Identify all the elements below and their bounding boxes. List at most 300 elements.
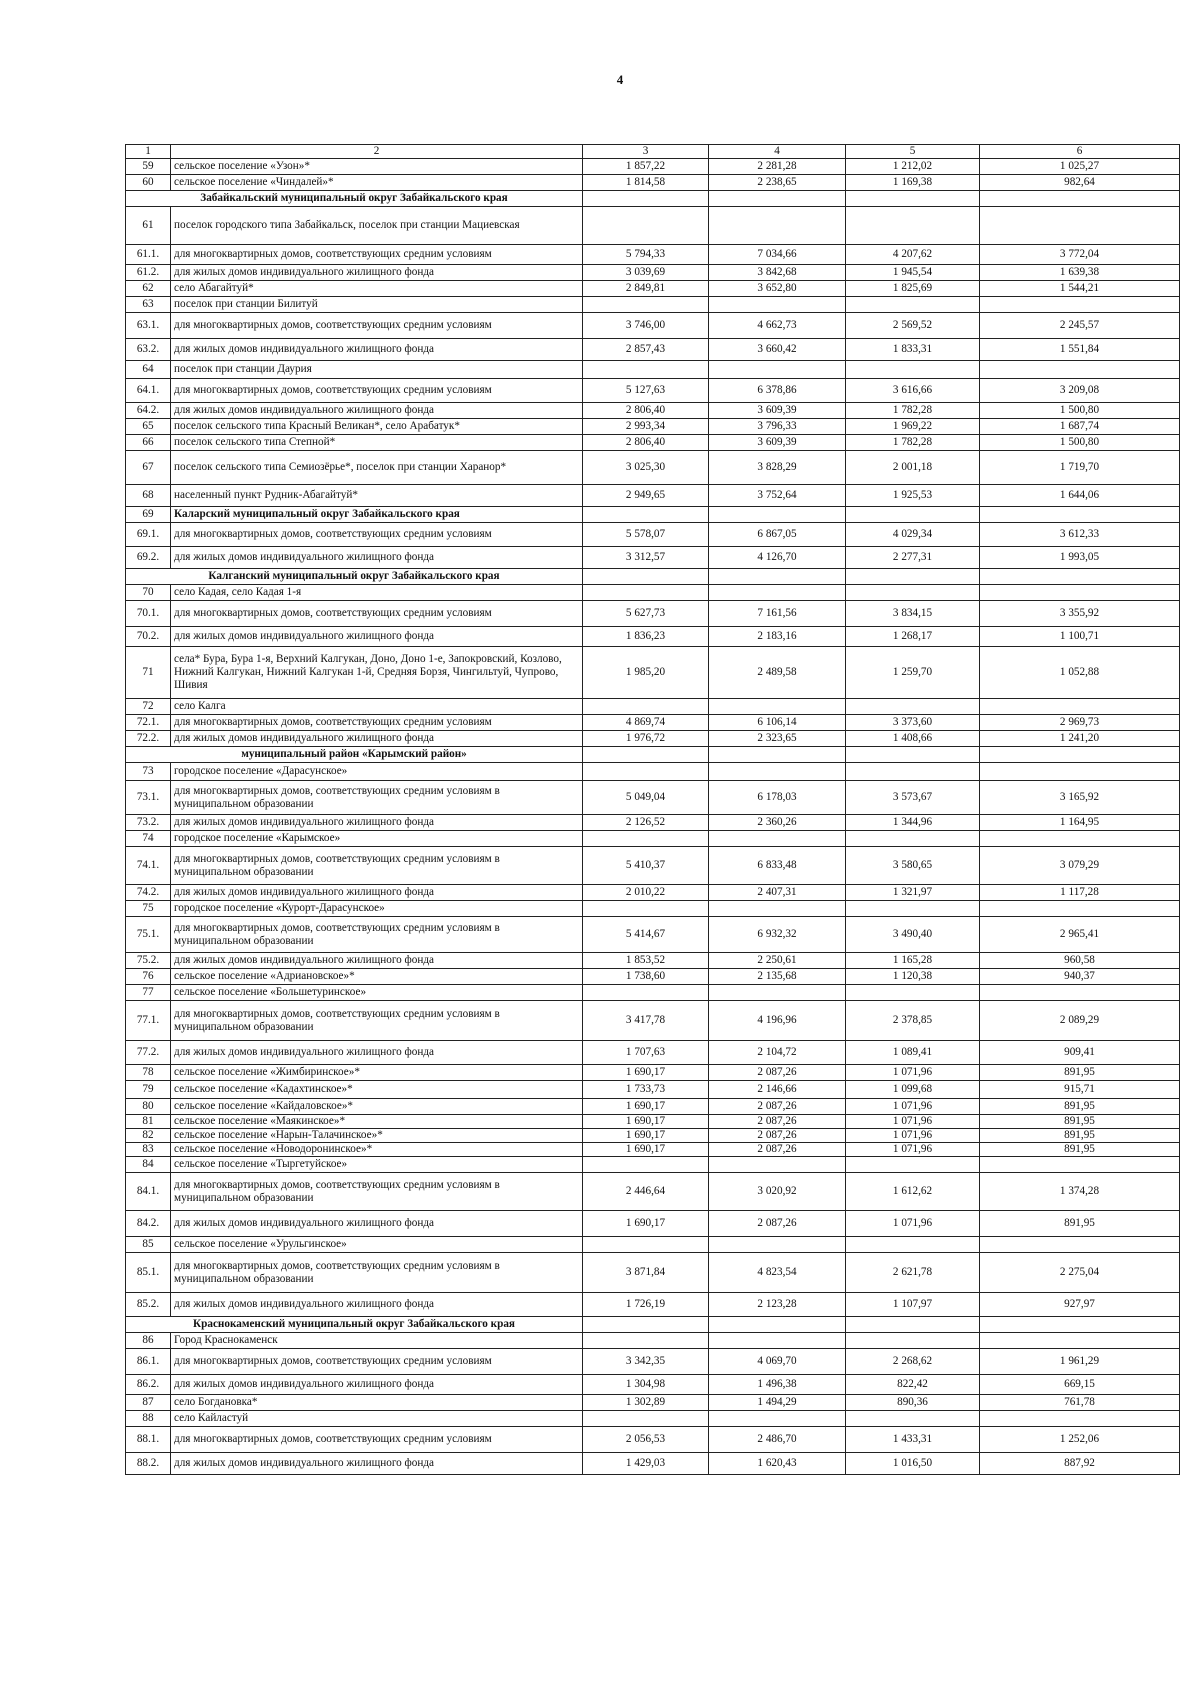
value-cell: 3 842,68 <box>709 265 846 281</box>
row-name: для жилых домов индивидуального жилищного фонда <box>171 265 583 281</box>
value-cell <box>980 1411 1180 1427</box>
row-number: 63.1. <box>126 313 171 339</box>
value-cell: 2 268,62 <box>846 1349 980 1375</box>
table-row <box>126 207 1180 245</box>
row-name: для многоквартирных домов, соответствующих средним условиям <box>171 1349 583 1375</box>
row-number: 74.2. <box>126 885 171 901</box>
value-cell: 1 644,06 <box>980 485 1180 507</box>
row-name: для жилых домов индивидуального жилищного фонда <box>171 547 583 569</box>
table-row <box>126 1041 1180 1065</box>
value-cell: 1 344,96 <box>846 815 980 831</box>
value-cell: 5 410,37 <box>583 847 709 885</box>
row-name: сельское поселение «Нарын-Талачинское»* <box>171 1129 583 1143</box>
row-name: для жилых домов индивидуального жилищного фонда <box>171 339 583 361</box>
table-row <box>126 917 1180 953</box>
value-cell: 1 620,43 <box>709 1453 846 1475</box>
value-cell <box>980 763 1180 781</box>
column-header: 2 <box>171 145 583 159</box>
section-row <box>126 191 1180 207</box>
value-cell: 1 099,68 <box>846 1081 980 1099</box>
value-cell: 1 025,27 <box>980 159 1180 175</box>
column-header-row <box>126 145 1180 159</box>
value-cell <box>980 507 1180 523</box>
section-title: Калганский муниципальный округ Забайкальского края <box>126 569 583 585</box>
value-cell: 3 580,65 <box>846 847 980 885</box>
value-cell <box>846 297 980 313</box>
value-cell: 2 969,73 <box>980 715 1180 731</box>
value-cell <box>846 585 980 601</box>
value-cell: 2 126,52 <box>583 815 709 831</box>
empty-cell <box>980 1317 1180 1333</box>
value-cell: 1 925,53 <box>846 485 980 507</box>
row-number: 71 <box>126 647 171 699</box>
table-row <box>126 361 1180 379</box>
table-row <box>126 731 1180 747</box>
table-row <box>126 1173 1180 1211</box>
value-cell: 1 612,62 <box>846 1173 980 1211</box>
value-cell: 927,97 <box>980 1293 1180 1317</box>
row-number: 70 <box>126 585 171 601</box>
value-cell: 1 985,20 <box>583 647 709 699</box>
row-name: сельское поселение «Большетуринское» <box>171 985 583 1001</box>
value-cell: 669,15 <box>980 1375 1180 1395</box>
value-cell: 1 071,96 <box>846 1115 980 1129</box>
value-cell: 2 378,85 <box>846 1001 980 1041</box>
value-cell: 3 796,33 <box>709 419 846 435</box>
value-cell: 2 949,65 <box>583 485 709 507</box>
value-cell <box>583 699 709 715</box>
empty-cell <box>980 747 1180 763</box>
value-cell: 1 302,89 <box>583 1395 709 1411</box>
value-cell: 2 323,65 <box>709 731 846 747</box>
value-cell: 2 087,26 <box>709 1065 846 1081</box>
value-cell <box>980 297 1180 313</box>
value-cell <box>980 1333 1180 1349</box>
value-cell: 1 993,05 <box>980 547 1180 569</box>
row-number: 87 <box>126 1395 171 1411</box>
row-name: городское поселение «Курорт-Дарасунское» <box>171 901 583 917</box>
tariff-table-body <box>126 145 1180 1475</box>
value-cell <box>846 1333 980 1349</box>
row-number: 81 <box>126 1115 171 1129</box>
value-cell: 1 071,96 <box>846 1129 980 1143</box>
value-cell: 5 049,04 <box>583 781 709 815</box>
value-cell: 2 183,16 <box>709 627 846 647</box>
value-cell: 2 250,61 <box>709 953 846 969</box>
value-cell: 1 639,38 <box>980 265 1180 281</box>
table-row <box>126 1129 1180 1143</box>
table-row <box>126 159 1180 175</box>
row-name: для многоквартирных домов, соответствующих средним условиям в муниципальном образовании <box>171 1173 583 1211</box>
value-cell: 1 241,20 <box>980 731 1180 747</box>
row-name: для жилых домов индивидуального жилищного фонда <box>171 1211 583 1237</box>
value-cell: 1 374,28 <box>980 1173 1180 1211</box>
page-number: 4 <box>616 72 624 87</box>
row-number: 75.1. <box>126 917 171 953</box>
value-cell: 909,41 <box>980 1041 1180 1065</box>
row-name: для многоквартирных домов, соответствующих средним условиям <box>171 379 583 403</box>
value-cell: 1 089,41 <box>846 1041 980 1065</box>
value-cell: 1 976,72 <box>583 731 709 747</box>
section-row <box>126 1317 1180 1333</box>
value-cell <box>980 831 1180 847</box>
row-name: для многоквартирных домов, соответствующих средним условиям <box>171 1427 583 1453</box>
value-cell: 4 196,96 <box>709 1001 846 1041</box>
row-number: 75.2. <box>126 953 171 969</box>
value-cell: 2 146,66 <box>709 1081 846 1099</box>
value-cell: 6 833,48 <box>709 847 846 885</box>
value-cell: 1 016,50 <box>846 1453 980 1475</box>
value-cell <box>583 831 709 847</box>
value-cell: 1 321,97 <box>846 885 980 901</box>
row-name: поселок сельского типа Семиозёрье*, поселок при станции Харанор* <box>171 451 583 485</box>
table-row <box>126 403 1180 419</box>
row-name: для жилых домов индивидуального жилищного фонда <box>171 815 583 831</box>
value-cell: 3 209,08 <box>980 379 1180 403</box>
empty-cell <box>709 747 846 763</box>
row-number: 73.2. <box>126 815 171 831</box>
row-name: поселок при станции Билитуй <box>171 297 583 313</box>
value-cell: 5 414,67 <box>583 917 709 953</box>
value-cell: 1 120,38 <box>846 969 980 985</box>
value-cell <box>709 699 846 715</box>
value-cell: 940,37 <box>980 969 1180 985</box>
value-cell: 761,78 <box>980 1395 1180 1411</box>
table-row <box>126 1211 1180 1237</box>
value-cell: 2 993,34 <box>583 419 709 435</box>
value-cell: 3 020,92 <box>709 1173 846 1211</box>
value-cell <box>846 699 980 715</box>
empty-cell <box>583 569 709 585</box>
row-name: для многоквартирных домов, соответствующих средним условиям в муниципальном образовании <box>171 1001 583 1041</box>
value-cell: 1 494,29 <box>709 1395 846 1411</box>
value-cell: 2 123,28 <box>709 1293 846 1317</box>
value-cell: 1 496,38 <box>709 1375 846 1395</box>
table-row <box>126 419 1180 435</box>
value-cell: 1 169,38 <box>846 175 980 191</box>
row-name: села* Бура, Бура 1-я, Верхний Калгукан, Доно, Доно 1-е, Запокровский, Козлово, Нижний Калгукан, Нижний Калгукан 1-й, Средняя Борзя, Чингильтуй, Чупрово, Шивия <box>171 647 583 699</box>
value-cell: 4 207,62 <box>846 245 980 265</box>
value-cell: 1 100,71 <box>980 627 1180 647</box>
value-cell: 2 407,31 <box>709 885 846 901</box>
value-cell: 2 087,26 <box>709 1129 846 1143</box>
table-row <box>126 313 1180 339</box>
value-cell <box>846 361 980 379</box>
value-cell: 1 071,96 <box>846 1065 980 1081</box>
value-cell: 3 660,42 <box>709 339 846 361</box>
row-name: сельское поселение «Кадахтинское»* <box>171 1081 583 1099</box>
value-cell: 1 690,17 <box>583 1115 709 1129</box>
table-row <box>126 1333 1180 1349</box>
value-cell: 6 932,32 <box>709 917 846 953</box>
value-cell: 2 486,70 <box>709 1427 846 1453</box>
value-cell: 3 312,57 <box>583 547 709 569</box>
empty-cell <box>980 191 1180 207</box>
value-cell: 3 609,39 <box>709 403 846 419</box>
table-row <box>126 901 1180 917</box>
row-number: 61 <box>126 207 171 245</box>
row-name: сельское поселение «Тыргетуйское» <box>171 1157 583 1173</box>
row-name: поселок сельского типа Степной* <box>171 435 583 451</box>
table-row <box>126 953 1180 969</box>
value-cell: 1 304,98 <box>583 1375 709 1395</box>
value-cell: 3 652,80 <box>709 281 846 297</box>
value-cell: 2 087,26 <box>709 1099 846 1115</box>
row-name: сельское поселение «Новодоронинское»* <box>171 1143 583 1157</box>
value-cell <box>709 507 846 523</box>
row-number: 60 <box>126 175 171 191</box>
row-name: для многоквартирных домов, соответствующих средним условиям в муниципальном образовании <box>171 847 583 885</box>
row-name: сельское поселение «Адриановское»* <box>171 969 583 985</box>
section-title: муниципальный район «Карымский район» <box>126 747 583 763</box>
row-number: 70.2. <box>126 627 171 647</box>
table-row <box>126 831 1180 847</box>
table-row <box>126 175 1180 191</box>
table-row <box>126 647 1180 699</box>
value-cell: 3 616,66 <box>846 379 980 403</box>
value-cell <box>583 1237 709 1253</box>
value-cell <box>709 297 846 313</box>
empty-cell <box>583 191 709 207</box>
value-cell: 1 961,29 <box>980 1349 1180 1375</box>
empty-cell <box>709 1317 846 1333</box>
value-cell: 891,95 <box>980 1115 1180 1129</box>
value-cell <box>980 699 1180 715</box>
value-cell: 2 621,78 <box>846 1253 980 1293</box>
value-cell: 2 489,58 <box>709 647 846 699</box>
value-cell <box>709 361 846 379</box>
value-cell <box>709 831 846 847</box>
column-header: 5 <box>846 145 980 159</box>
table-row <box>126 339 1180 361</box>
value-cell: 891,95 <box>980 1065 1180 1081</box>
row-number: 85.2. <box>126 1293 171 1317</box>
value-cell <box>583 1157 709 1173</box>
value-cell: 1 690,17 <box>583 1129 709 1143</box>
value-cell <box>980 901 1180 917</box>
value-cell: 1 825,69 <box>846 281 980 297</box>
value-cell: 1 782,28 <box>846 403 980 419</box>
row-number: 80 <box>126 1099 171 1115</box>
value-cell: 890,36 <box>846 1395 980 1411</box>
value-cell: 1 782,28 <box>846 435 980 451</box>
row-number: 79 <box>126 1081 171 1099</box>
row-number: 73 <box>126 763 171 781</box>
table-row <box>126 1453 1180 1475</box>
row-number: 78 <box>126 1065 171 1081</box>
row-name: для многоквартирных домов, соответствующих средним условиям <box>171 523 583 547</box>
row-number: 76 <box>126 969 171 985</box>
value-cell <box>583 361 709 379</box>
column-header: 3 <box>583 145 709 159</box>
table-row <box>126 1157 1180 1173</box>
row-name: для многоквартирных домов, соответствующих средним условиям <box>171 715 583 731</box>
row-name: для жилых домов индивидуального жилищного фонда <box>171 731 583 747</box>
value-cell: 2 275,04 <box>980 1253 1180 1293</box>
value-cell: 1 071,96 <box>846 1211 980 1237</box>
row-number: 74.1. <box>126 847 171 885</box>
row-number: 64.2. <box>126 403 171 419</box>
table-row <box>126 627 1180 647</box>
value-cell: 1 433,31 <box>846 1427 980 1453</box>
value-cell <box>709 1157 846 1173</box>
table-row <box>126 1237 1180 1253</box>
row-name: поселок городского типа Забайкальск, поселок при станции Мациевская <box>171 207 583 245</box>
value-cell: 2 087,26 <box>709 1115 846 1129</box>
value-cell <box>846 1237 980 1253</box>
table-row <box>126 1099 1180 1115</box>
row-name: для многоквартирных домов, соответствующих средним условиям <box>171 245 583 265</box>
value-cell: 3 752,64 <box>709 485 846 507</box>
value-cell <box>846 985 980 1001</box>
row-number: 66 <box>126 435 171 451</box>
row-name: сельское поселение «Жимбиринское»* <box>171 1065 583 1081</box>
value-cell: 5 627,73 <box>583 601 709 627</box>
table-row <box>126 523 1180 547</box>
row-name: для многоквартирных домов, соответствующих средним условиям <box>171 313 583 339</box>
table-row <box>126 585 1180 601</box>
value-cell: 2 446,64 <box>583 1173 709 1211</box>
value-cell: 1 690,17 <box>583 1065 709 1081</box>
value-cell: 1 690,17 <box>583 1099 709 1115</box>
row-number: 64 <box>126 361 171 379</box>
table-row <box>126 1375 1180 1395</box>
row-name: село Абагайтуй* <box>171 281 583 297</box>
value-cell: 2 135,68 <box>709 969 846 985</box>
value-cell <box>980 985 1180 1001</box>
value-cell: 1 165,28 <box>846 953 980 969</box>
row-name: село Калга <box>171 699 583 715</box>
table-row <box>126 763 1180 781</box>
value-cell: 2 104,72 <box>709 1041 846 1065</box>
value-cell: 2 360,26 <box>709 815 846 831</box>
table-row <box>126 1143 1180 1157</box>
row-name: поселок сельского типа Красный Великан*, село Арабатук* <box>171 419 583 435</box>
value-cell <box>709 1411 846 1427</box>
section-row <box>126 747 1180 763</box>
row-number: 63 <box>126 297 171 313</box>
value-cell: 3 025,30 <box>583 451 709 485</box>
value-cell: 4 869,74 <box>583 715 709 731</box>
value-cell: 1 500,80 <box>980 403 1180 419</box>
table-row <box>126 1081 1180 1099</box>
value-cell: 3 079,29 <box>980 847 1180 885</box>
row-number: 84 <box>126 1157 171 1173</box>
row-number: 77 <box>126 985 171 1001</box>
value-cell <box>846 1157 980 1173</box>
row-number: 72 <box>126 699 171 715</box>
row-number: 59 <box>126 159 171 175</box>
tariff-table <box>125 144 1180 1475</box>
row-number: 67 <box>126 451 171 485</box>
value-cell <box>583 207 709 245</box>
row-name: сельское поселение «Узон»* <box>171 159 583 175</box>
value-cell: 2 849,81 <box>583 281 709 297</box>
value-cell: 5 127,63 <box>583 379 709 403</box>
value-cell: 1 690,17 <box>583 1211 709 1237</box>
value-cell: 3 828,29 <box>709 451 846 485</box>
value-cell: 891,95 <box>980 1143 1180 1157</box>
section-row <box>126 569 1180 585</box>
value-cell: 1 052,88 <box>980 647 1180 699</box>
value-cell: 3 039,69 <box>583 265 709 281</box>
value-cell: 915,71 <box>980 1081 1180 1099</box>
value-cell: 1 164,95 <box>980 815 1180 831</box>
value-cell: 1 071,96 <box>846 1099 980 1115</box>
row-number: 85.1. <box>126 1253 171 1293</box>
row-number: 73.1. <box>126 781 171 815</box>
row-name: село Кайластуй <box>171 1411 583 1427</box>
row-name: для многоквартирных домов, соответствующих средним условиям в муниципальном образовании <box>171 917 583 953</box>
row-name: для многоквартирных домов, соответствующих средним условиям <box>171 601 583 627</box>
row-number: 84.1. <box>126 1173 171 1211</box>
table-row <box>126 435 1180 451</box>
value-cell: 1 733,73 <box>583 1081 709 1099</box>
value-cell: 1 071,96 <box>846 1143 980 1157</box>
row-name: Город Краснокаменск <box>171 1333 583 1349</box>
value-cell: 3 490,40 <box>846 917 980 953</box>
value-cell: 822,42 <box>846 1375 980 1395</box>
row-number: 72.1. <box>126 715 171 731</box>
empty-cell <box>846 1317 980 1333</box>
value-cell: 1 500,80 <box>980 435 1180 451</box>
value-cell: 1 117,28 <box>980 885 1180 901</box>
table-row <box>126 885 1180 901</box>
value-cell <box>709 1333 846 1349</box>
value-cell: 1 969,22 <box>846 419 980 435</box>
value-cell: 3 871,84 <box>583 1253 709 1293</box>
row-number: 70.1. <box>126 601 171 627</box>
row-number: 63.2. <box>126 339 171 361</box>
value-cell: 2 281,28 <box>709 159 846 175</box>
row-name: село Богдановка* <box>171 1395 583 1411</box>
table-row <box>126 1065 1180 1081</box>
value-cell: 1 833,31 <box>846 339 980 361</box>
row-number: 65 <box>126 419 171 435</box>
value-cell: 1 252,06 <box>980 1427 1180 1453</box>
value-cell <box>709 585 846 601</box>
empty-cell <box>709 569 846 585</box>
row-name: для многоквартирных домов, соответствующих средним условиям в муниципальном образовании <box>171 781 583 815</box>
table-row <box>126 985 1180 1001</box>
value-cell <box>846 207 980 245</box>
value-cell: 2 087,26 <box>709 1143 846 1157</box>
row-number: 83 <box>126 1143 171 1157</box>
value-cell: 3 834,15 <box>846 601 980 627</box>
value-cell: 5 578,07 <box>583 523 709 547</box>
value-cell <box>583 901 709 917</box>
value-cell: 4 823,54 <box>709 1253 846 1293</box>
value-cell: 4 126,70 <box>709 547 846 569</box>
value-cell: 2 965,41 <box>980 917 1180 953</box>
column-header: 1 <box>126 145 171 159</box>
table-row <box>126 1115 1180 1129</box>
row-name: городское поселение «Дарасунское» <box>171 763 583 781</box>
section-title: Краснокаменский муниципальный округ Забайкальского края <box>126 1317 583 1333</box>
empty-cell <box>846 569 980 585</box>
table-row <box>126 1293 1180 1317</box>
value-cell <box>846 831 980 847</box>
value-cell: 2 087,26 <box>709 1211 846 1237</box>
row-name: Каларский муниципальный округ Забайкальского края <box>171 507 583 523</box>
value-cell: 4 662,73 <box>709 313 846 339</box>
row-number: 88.2. <box>126 1453 171 1475</box>
value-cell: 6 178,03 <box>709 781 846 815</box>
table-row <box>126 265 1180 281</box>
table-row <box>126 451 1180 485</box>
value-cell: 3 417,78 <box>583 1001 709 1041</box>
row-number: 86.2. <box>126 1375 171 1395</box>
